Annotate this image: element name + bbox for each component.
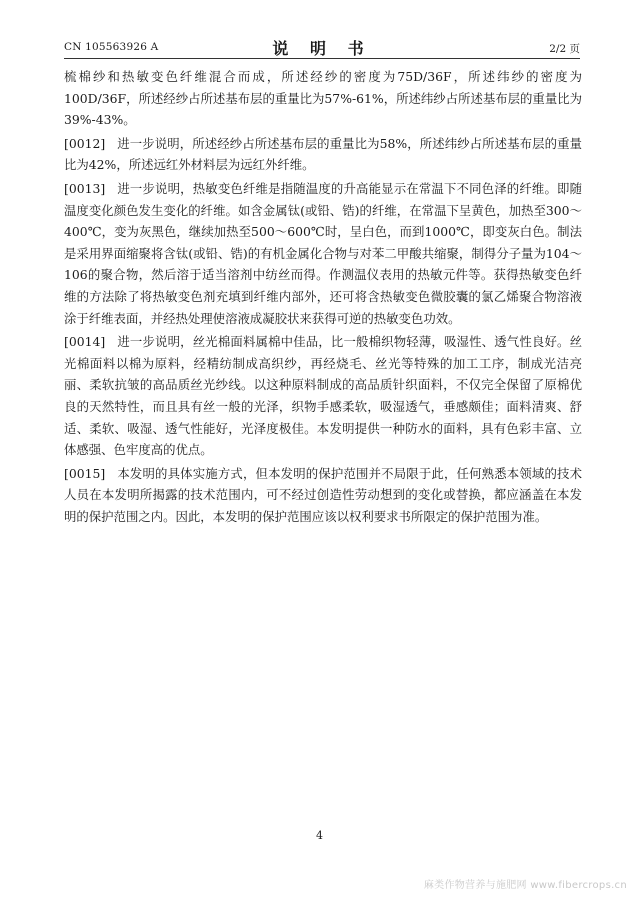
paragraph-0015 [64, 463, 582, 528]
paragraph-number: [0014] [64, 334, 106, 350]
paragraph-text: 进一步说明，所述经纱占所述基布层的重量比为58%，所述纬纱占所述基布层的重量比为42%，所述远红外材料层为远红外纤维。 [64, 135, 582, 173]
page-info: 2/2 页 [549, 43, 580, 55]
paragraph-0013 [64, 178, 582, 329]
continuation-text: 梳棉纱和热敏变色纤维混合而成，所述经纱的密度为75D/36F，所述纬纱的密度为100D/36F，所述经纱占所述基布层的重量比为57%-61%，所述纬纱占所述基布层的重量比为39%-43%。 [64, 69, 582, 128]
page-header [64, 36, 580, 59]
paragraph-number: [0015] [64, 465, 106, 481]
paragraph-text: 本发明的具体实施方式，但本发明的保护范围并不局限于此，任何熟悉本领域的技术人员在本发明所揭露的技术范围内，可不经过创造性劳动想到的变化或替换，都应涵盖在本发明的保护范围之内。因此，本发明的保护范围应该以权利要求书所限定的保护范围为准。 [64, 465, 582, 524]
watermark: 麻类作物营养与施肥网 www.fibercrops.cn [423, 880, 627, 891]
paragraph-0012 [64, 133, 582, 176]
paragraph-text: 进一步说明，丝光棉面料属棉中佳品，比一般棉织物轻薄，吸湿性、透气性良好。丝光棉面料以棉为原料，经精纺制成高织纱，再经烧毛、丝光等特殊的加工工序，制成光洁亮丽、柔软抗皱的高品质丝光纱线。以这种原料制成的高品质针织面料，不仅完全保留了原棉优良的天然特性，而且具有丝一般的光泽，织物手感柔软，吸湿透气，垂感颇佳；面料清爽、舒适、柔软、吸湿、透气性能好，光泽度极佳。本发明提供一种防水的面料，具有色彩丰富、立体感强、色牢度高的优点。 [64, 334, 582, 458]
patent-number: CN 105563926 A [64, 41, 159, 53]
document-title: 说 明 书 [272, 39, 372, 58]
paragraph-number: [0012] [64, 135, 106, 151]
document-body [64, 66, 582, 529]
paragraph-number: [0013] [64, 180, 106, 196]
paragraph-text: 进一步说明，热敏变色纤维是指随温度的升高能显示在常温下不同色泽的纤维。即随温度变化颜色发生变化的纤维。如含金属钛(或铅、锆)的纤维，在常温下呈黄色，加热至300～400℃，变为灰黑色，继续加热至500～600℃时，呈白色，而到1000℃，即变灰白色。制法是采用界面缩聚将含钛(或铅、锆)的有机金属化合物与对苯二甲酸共缩聚，制得分子量为104～106的聚合物，然后溶于适当溶剂中纺丝而得。作测温仪表用的热敏元件等。获得热敏变色纤维的方法除了将热敏变色剂充填到纤维内部外，还可将含热敏变色微胶囊的氯乙烯聚合物溶液涂于纤维表面，并经热处理使溶液成凝胶状来获得可逆的热敏变色功效。 [64, 180, 582, 326]
paragraph-0014 [64, 331, 582, 461]
page-number: 4 [316, 829, 323, 842]
